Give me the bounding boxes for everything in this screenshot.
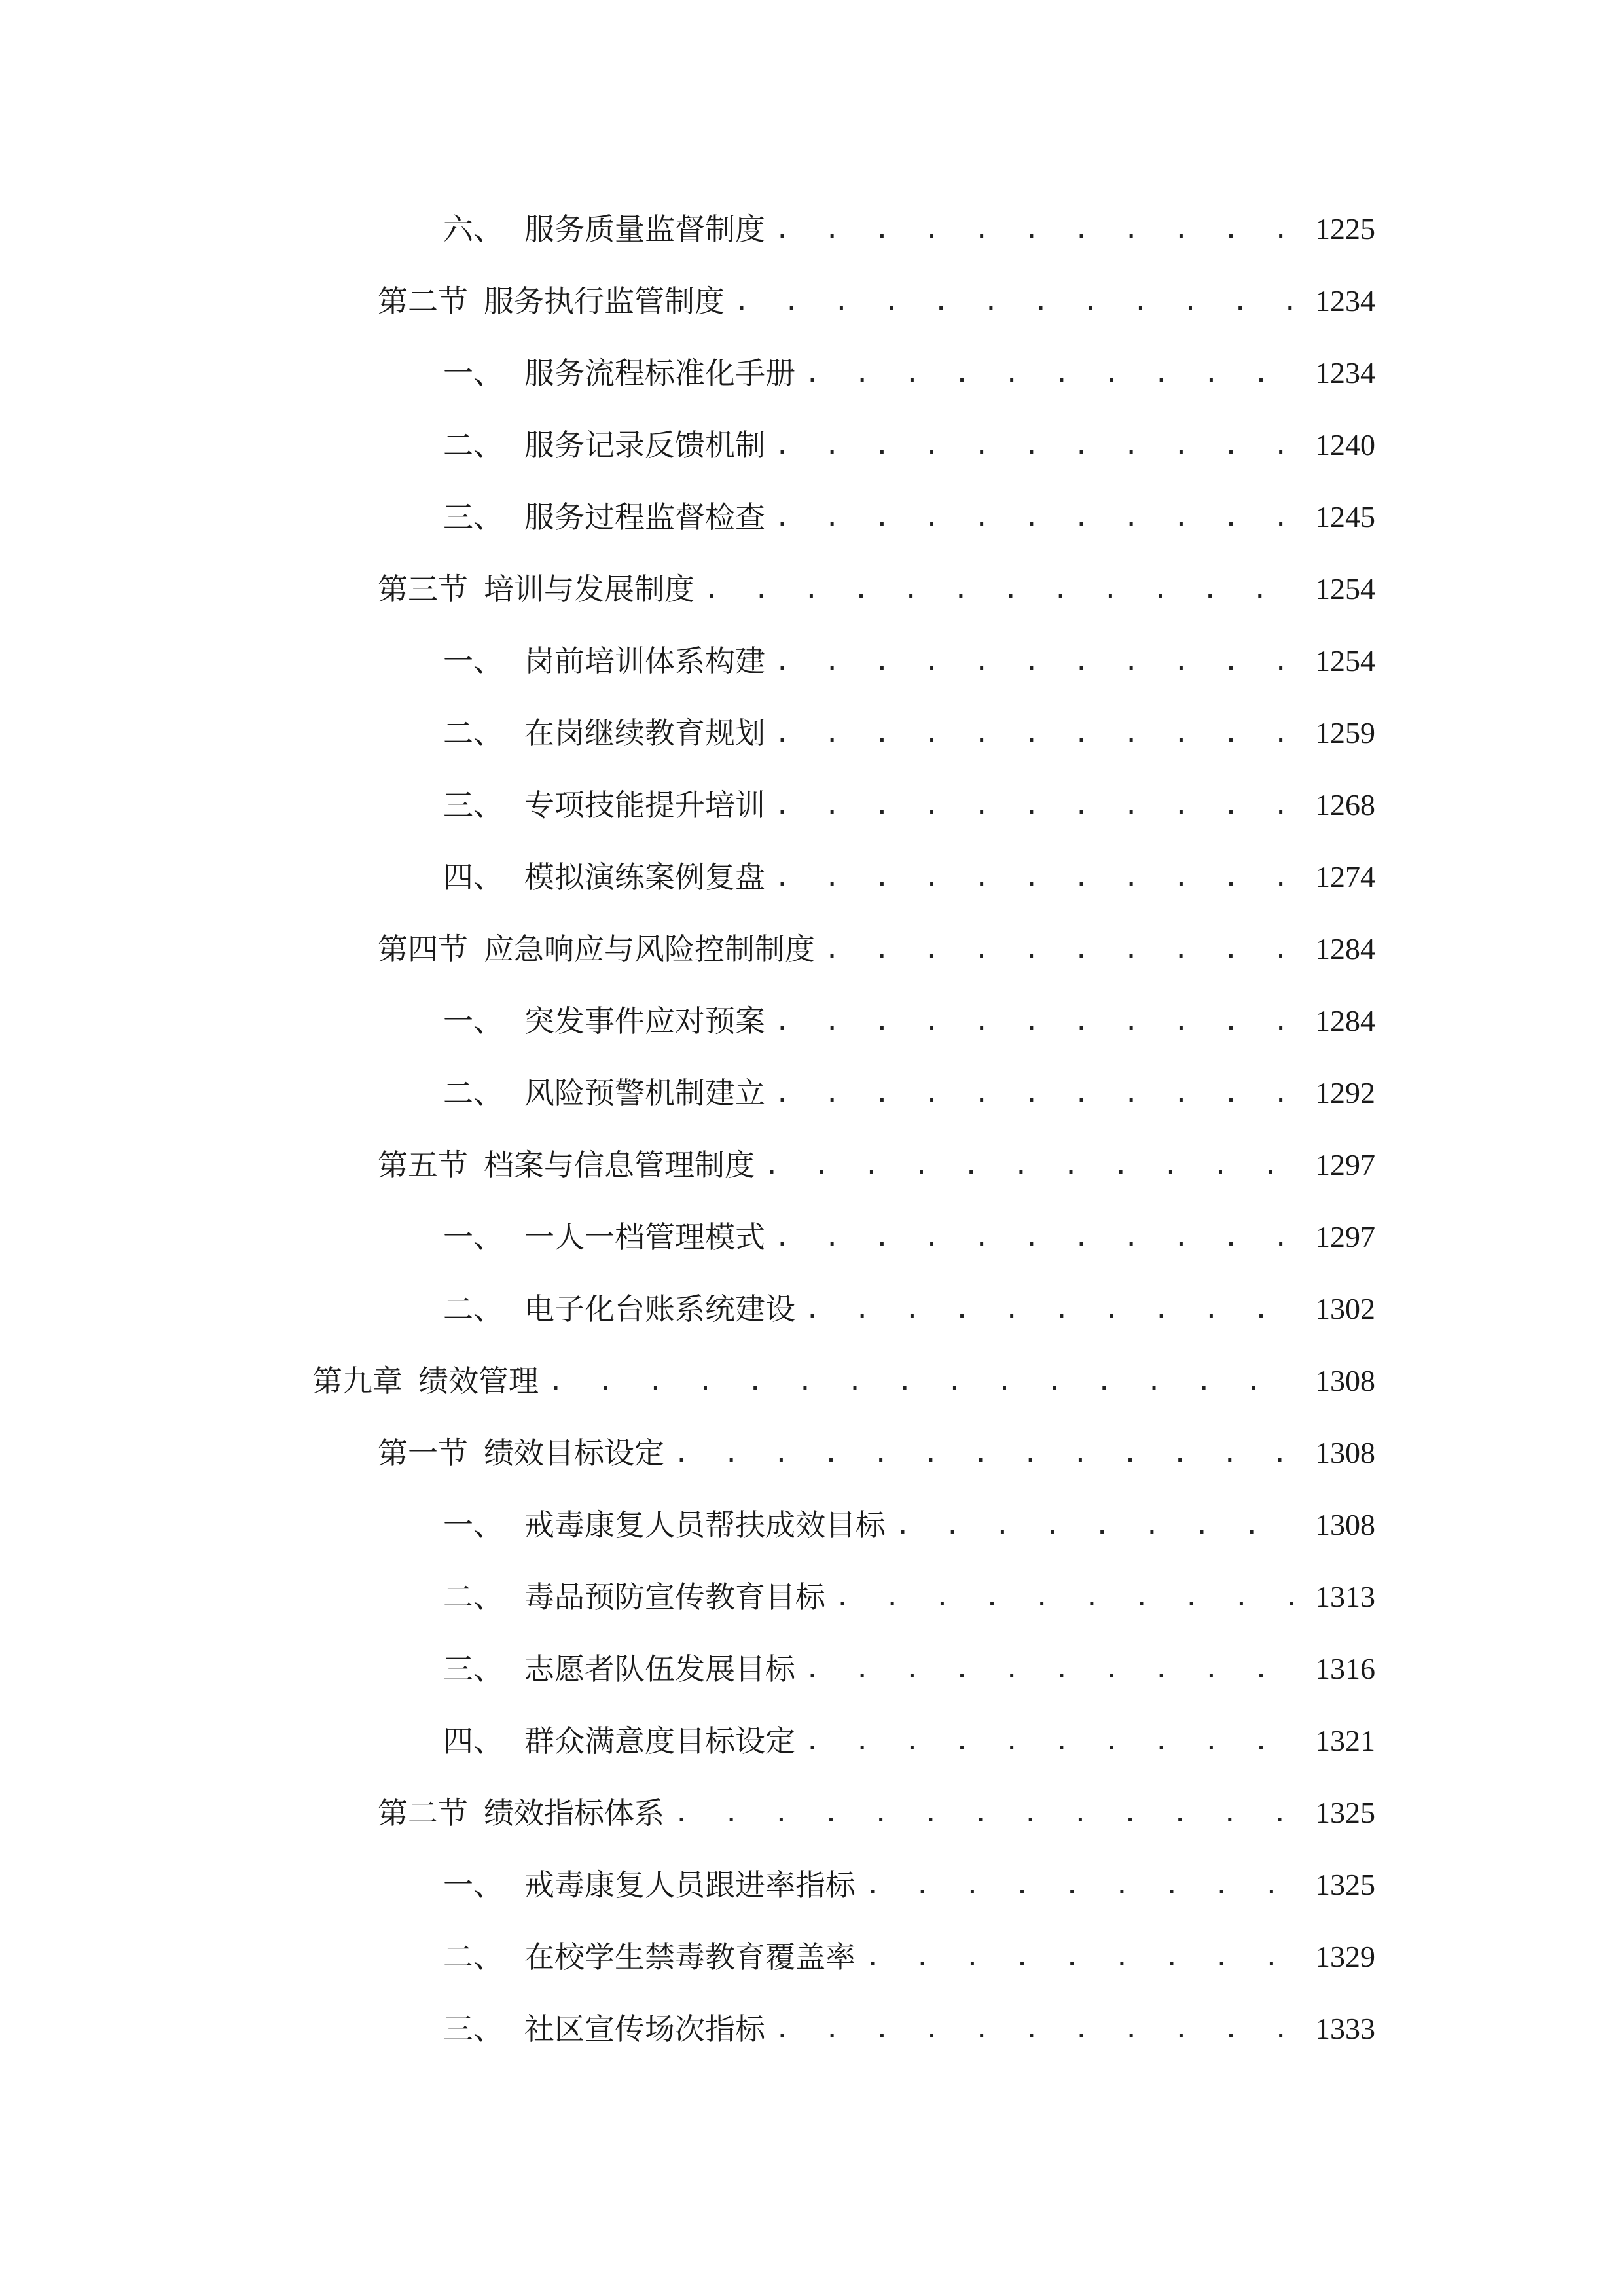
toc-entry-label — [443, 1939, 856, 1975]
toc-entry-title: 戒毒康复人员跟进率指标 — [524, 1867, 856, 1903]
toc-entry-number: 二、 — [443, 1291, 503, 1327]
toc-entry-label — [443, 211, 765, 247]
toc-entry-number: 第二节 — [378, 1795, 468, 1831]
toc-entry[interactable] — [312, 1345, 1375, 1417]
toc-entry[interactable] — [443, 1993, 1375, 2065]
toc-entry-label — [443, 787, 765, 823]
toc-entry-page: 1321 — [1315, 1724, 1375, 1757]
toc-entry[interactable] — [378, 265, 1375, 337]
toc-entry-number: 第二节 — [378, 283, 468, 319]
toc-entry-number: 三、 — [443, 787, 503, 823]
toc-entry-label — [443, 1291, 795, 1327]
toc-entry[interactable] — [378, 1417, 1375, 1489]
toc-entry-label — [443, 859, 765, 895]
toc-entry[interactable] — [443, 769, 1375, 841]
toc-entry-label — [443, 1219, 765, 1255]
toc-entry-page: 1325 — [1315, 1796, 1375, 1829]
toc-entry-page: 1308 — [1315, 1364, 1375, 1397]
dot-leader — [804, 1656, 1299, 1682]
toc-entry-title: 在校学生禁毒教育覆盖率 — [524, 1939, 856, 1975]
toc-entry[interactable] — [443, 1849, 1375, 1921]
toc-entry-label — [443, 715, 765, 751]
toc-entry[interactable] — [378, 913, 1375, 985]
toc-entry-label — [443, 1507, 886, 1543]
toc-entry-title: 应急响应与风险控制制度 — [484, 931, 815, 967]
toc-entry-title: 群众满意度目标设定 — [524, 1723, 795, 1759]
toc-entry[interactable] — [443, 1273, 1375, 1345]
dot-leader — [865, 1872, 1299, 1898]
toc-entry-title: 专项技能提升培训 — [524, 787, 765, 823]
toc-entry-title: 戒毒康复人员帮扶成效目标 — [524, 1507, 886, 1543]
toc-entry-number: 四、 — [443, 1723, 503, 1759]
toc-entry-number: 一、 — [443, 1219, 503, 1255]
dot-leader — [674, 1800, 1299, 1826]
toc-entry-title: 培训与发展制度 — [484, 571, 695, 607]
toc-entry-number: 一、 — [443, 1003, 503, 1039]
dot-leader — [774, 504, 1299, 530]
toc-entry[interactable] — [443, 1201, 1375, 1273]
toc-entry-page: 1333 — [1315, 2012, 1375, 2045]
dot-leader — [774, 1224, 1299, 1250]
dot-leader — [774, 1008, 1299, 1034]
dot-leader — [865, 1944, 1299, 1970]
toc-entry[interactable] — [443, 481, 1375, 553]
toc-entry-label — [443, 2011, 765, 2047]
toc-entry-title: 服务执行监管制度 — [484, 283, 725, 319]
dot-leader — [774, 2016, 1299, 2042]
toc-entry-page: 1268 — [1315, 788, 1375, 821]
toc-entry[interactable] — [378, 1777, 1375, 1849]
dot-leader — [895, 1512, 1299, 1538]
toc-entry-title: 电子化台账系统建设 — [524, 1291, 795, 1327]
toc-entry-label — [378, 1795, 664, 1831]
toc-entry-page: 1274 — [1315, 860, 1375, 893]
toc-entry-page: 1240 — [1315, 428, 1375, 461]
toc-entry[interactable] — [443, 409, 1375, 481]
toc-entry[interactable] — [443, 1921, 1375, 1993]
toc-entry-title: 在岗继续教育规划 — [524, 715, 765, 751]
toc-entry-label — [443, 1723, 795, 1759]
dot-leader — [804, 1296, 1299, 1322]
dot-leader — [774, 864, 1299, 890]
toc-entry[interactable] — [443, 1705, 1375, 1777]
toc-entry-number: 三、 — [443, 2011, 503, 2047]
toc-entry[interactable] — [443, 985, 1375, 1057]
dot-leader — [835, 1584, 1299, 1610]
toc-entry-title: 志愿者队伍发展目标 — [524, 1651, 795, 1687]
toc-entry[interactable] — [443, 697, 1375, 769]
toc-entry-title: 绩效目标设定 — [484, 1435, 664, 1471]
toc-entry-number: 二、 — [443, 1579, 503, 1615]
toc-entry-number: 第一节 — [378, 1435, 468, 1471]
toc-entry-title: 岗前培训体系构建 — [524, 643, 765, 679]
dot-leader — [774, 432, 1299, 458]
toc-entry[interactable] — [443, 1057, 1375, 1129]
toc-entry-label — [443, 355, 795, 391]
toc-entry-label — [443, 1867, 856, 1903]
toc-entry-number: 二、 — [443, 1939, 503, 1975]
toc-entry-page: 1308 — [1315, 1508, 1375, 1541]
toc-entry-page: 1313 — [1315, 1580, 1375, 1613]
toc-entry-page: 1225 — [1315, 212, 1375, 245]
toc-entry-title: 绩效管理 — [418, 1363, 539, 1399]
toc-entry-label — [378, 571, 695, 607]
toc-entry[interactable] — [443, 193, 1375, 265]
toc-entry[interactable] — [443, 1561, 1375, 1633]
toc-entry-number: 第五节 — [378, 1147, 468, 1183]
toc-entry-number: 二、 — [443, 715, 503, 751]
dot-leader — [704, 576, 1299, 602]
toc-entry-page: 1292 — [1315, 1076, 1375, 1109]
toc-entry-title: 服务记录反馈机制 — [524, 427, 765, 463]
toc-entry-title: 服务质量监督制度 — [524, 211, 765, 247]
toc-entry-number: 一、 — [443, 1507, 503, 1543]
toc-entry-number: 三、 — [443, 499, 503, 535]
dot-leader — [804, 1728, 1299, 1754]
toc-entry-page: 1329 — [1315, 1940, 1375, 1973]
dot-leader — [764, 1152, 1299, 1178]
toc-entry-page: 1325 — [1315, 1868, 1375, 1901]
toc-entry-title: 服务流程标准化手册 — [524, 355, 795, 391]
toc-entry-label — [443, 1003, 765, 1039]
toc-entry-number: 三、 — [443, 1651, 503, 1687]
dot-leader — [774, 1080, 1299, 1106]
toc-entry-label — [378, 283, 725, 319]
toc-entry-title: 模拟演练案例复盘 — [524, 859, 765, 895]
toc-entry-number: 第九章 — [312, 1363, 403, 1399]
toc-entry-page: 1316 — [1315, 1652, 1375, 1685]
toc-entry-label — [378, 1435, 664, 1471]
toc-entry-page: 1254 — [1315, 572, 1375, 605]
toc-entry-label — [443, 1579, 825, 1615]
toc-entry-number: 四、 — [443, 859, 503, 895]
toc-entry-number: 六、 — [443, 211, 503, 247]
toc-entry-page: 1297 — [1315, 1220, 1375, 1253]
dot-leader — [548, 1368, 1299, 1394]
toc-entry-page: 1297 — [1315, 1148, 1375, 1181]
toc-entry-label — [443, 1075, 765, 1111]
toc-entry-title: 档案与信息管理制度 — [484, 1147, 755, 1183]
toc-entry-page: 1234 — [1315, 284, 1375, 317]
toc-entry[interactable] — [378, 1129, 1375, 1201]
toc-entry-page: 1302 — [1315, 1292, 1375, 1325]
dot-leader — [774, 720, 1299, 746]
toc-entry-page: 1234 — [1315, 356, 1375, 389]
toc-entry-number: 一、 — [443, 1867, 503, 1903]
toc-entry-label — [443, 499, 765, 535]
dot-leader — [774, 216, 1299, 242]
toc-entry-label — [378, 1147, 755, 1183]
dot-leader — [824, 936, 1299, 962]
toc-entry-title: 风险预警机制建立 — [524, 1075, 765, 1111]
toc-entry-title: 突发事件应对预案 — [524, 1003, 765, 1039]
toc-entry-number: 一、 — [443, 643, 503, 679]
dot-leader — [674, 1440, 1299, 1466]
toc-entry-page: 1254 — [1315, 644, 1375, 677]
toc-entry[interactable] — [443, 337, 1375, 409]
toc-entry-title: 一人一档管理模式 — [524, 1219, 765, 1255]
toc-entry-number: 二、 — [443, 1075, 503, 1111]
toc-entry-number: 第三节 — [378, 571, 468, 607]
toc-entry-title: 绩效指标体系 — [484, 1795, 664, 1831]
toc-entry-label — [312, 1363, 539, 1399]
toc-entry-page: 1259 — [1315, 716, 1375, 749]
dot-leader — [734, 288, 1299, 314]
toc-entry-label — [378, 931, 815, 967]
toc-entry-page: 1245 — [1315, 500, 1375, 533]
toc-entry-page: 1284 — [1315, 932, 1375, 965]
toc-entry-title: 毒品预防宣传教育目标 — [524, 1579, 825, 1615]
dot-leader — [774, 792, 1299, 818]
toc-entry-number: 一、 — [443, 355, 503, 391]
toc-entry-label — [443, 643, 765, 679]
toc-entry[interactable] — [443, 1633, 1375, 1705]
toc-entry-number: 第四节 — [378, 931, 468, 967]
dot-leader — [804, 360, 1299, 386]
toc-entry-title: 服务过程监督检查 — [524, 499, 765, 535]
toc-entry-label — [443, 1651, 795, 1687]
toc-entry-page: 1284 — [1315, 1004, 1375, 1037]
dot-leader — [774, 648, 1299, 674]
toc-entry[interactable] — [443, 1489, 1375, 1561]
toc-entry[interactable] — [378, 553, 1375, 625]
toc-entry-number: 二、 — [443, 427, 503, 463]
toc-entry-page: 1308 — [1315, 1436, 1375, 1469]
toc-entry-label — [443, 427, 765, 463]
toc-entry[interactable] — [443, 625, 1375, 697]
toc-entry-title: 社区宣传场次指标 — [524, 2011, 765, 2047]
toc-entry[interactable] — [443, 841, 1375, 913]
